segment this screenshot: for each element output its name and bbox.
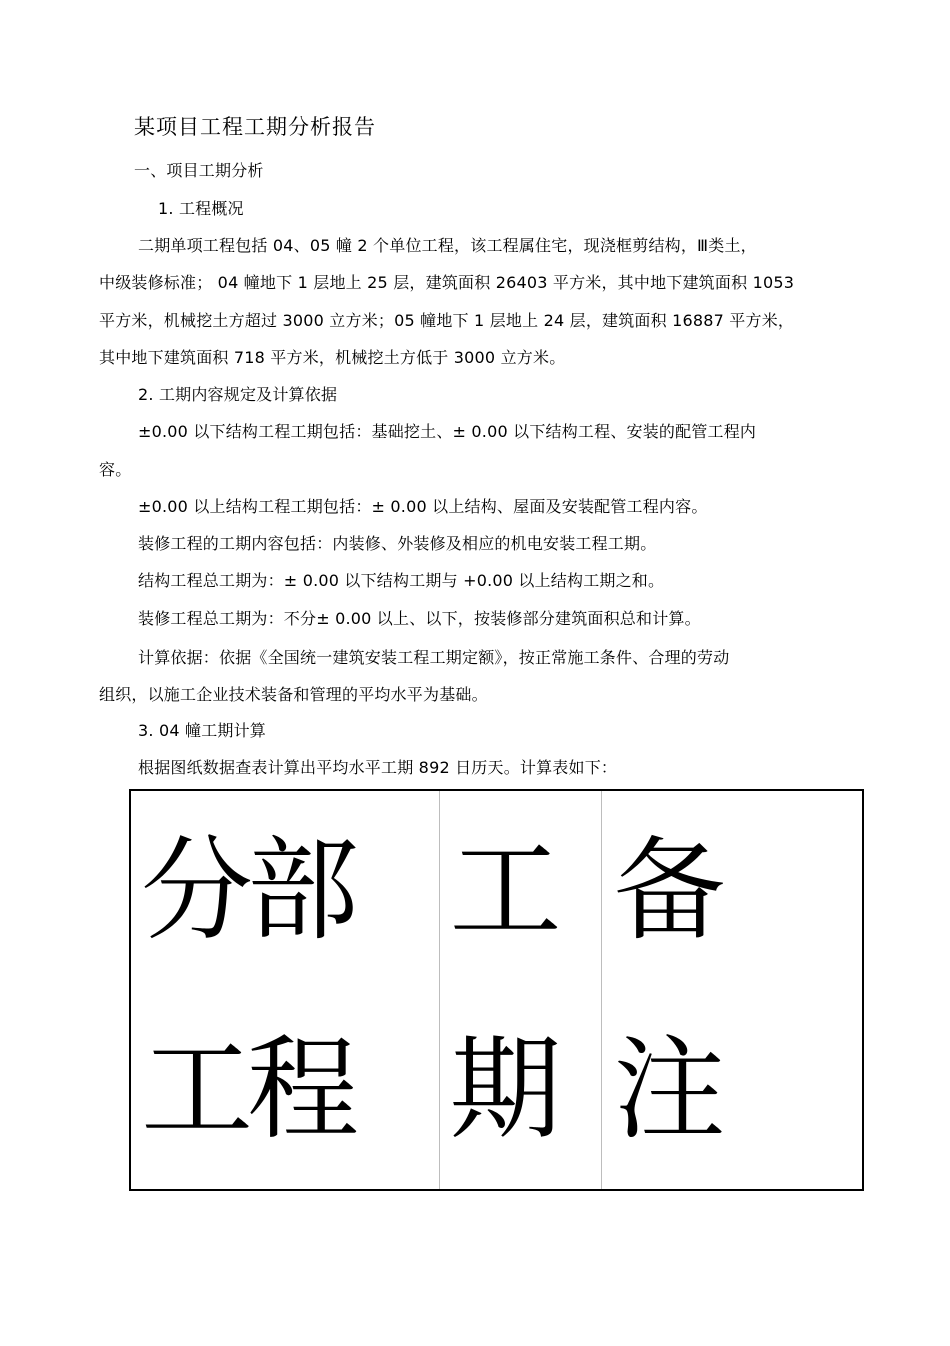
header-cell-line: 期: [449, 1025, 556, 1155]
calc-intro: 根据图纸数据查表计算出平均水平工期 892 日历天。计算表如下：: [138, 758, 618, 777]
header-cell-subproject: [130, 790, 439, 1190]
header-cell-line: 备: [613, 826, 720, 956]
header-cell-line: 工: [449, 826, 556, 956]
subheading-calc: 3. 04 幢工期计算: [138, 721, 266, 740]
overview-line: 中级装修标准； 04 幢地下 1 层地上 25 层，建筑面积 26403 平方米，其中地下建筑面积 1053: [99, 273, 795, 292]
header-cell-line: 工程: [141, 1025, 353, 1155]
rules-line: 计算依据：依据《全国统一建筑安装工程工期定额》，按正常施工条件、合理的劳动: [138, 648, 730, 667]
overview-line: 其中地下建筑面积 718 平方米，机械挖土方低于 3000 立方米。: [99, 348, 566, 367]
page-title: 某项目工程工期分析报告: [134, 115, 376, 139]
rules-line: ±0.00 以上结构工程工期包括：± 0.00 以上结构、屋面及安装配管工程内容。: [138, 497, 708, 516]
header-cell-line: 分部: [141, 826, 353, 956]
rules-line: 装修工程的工期内容包括：内装修、外装修及相应的机电安装工程工期。: [138, 534, 657, 553]
table-header-row: [130, 790, 863, 1190]
rules-line: 容。: [99, 460, 132, 479]
overview-line: 平方米，机械挖土方超过 3000 立方米；05 幢地下 1 层地上 24 层，建筑面积 16887 平方米，: [99, 311, 795, 330]
section-heading-1: 一、项目工期分析: [134, 161, 264, 180]
calculation-table: [129, 789, 864, 1191]
rules-line: ±0.00 以下结构工程工期包括：基础挖土、± 0.00 以下结构工程、安装的配管工程内: [138, 422, 757, 441]
header-cell-remarks: [601, 790, 863, 1190]
rules-line: 结构工程总工期为：± 0.00 以下结构工期与 +0.00 以上结构工期之和。: [138, 571, 665, 590]
header-cell-line: 注: [613, 1025, 720, 1155]
subheading-overview: 1. 工程概况: [158, 199, 244, 218]
rules-line: 装修工程总工期为：不分± 0.00 以上、以下，按装修部分建筑面积总和计算。: [138, 609, 701, 628]
subheading-rules: 2. 工期内容规定及计算依据: [138, 385, 338, 404]
rules-line: 组织，以施工企业技术装备和管理的平均水平为基础。: [99, 685, 488, 704]
overview-line: 二期单项工程包括 04、05 幢 2 个单位工程，该工程属住宅，现浇框剪结构，Ⅲ类土，: [138, 236, 757, 255]
header-cell-duration: [439, 790, 601, 1190]
